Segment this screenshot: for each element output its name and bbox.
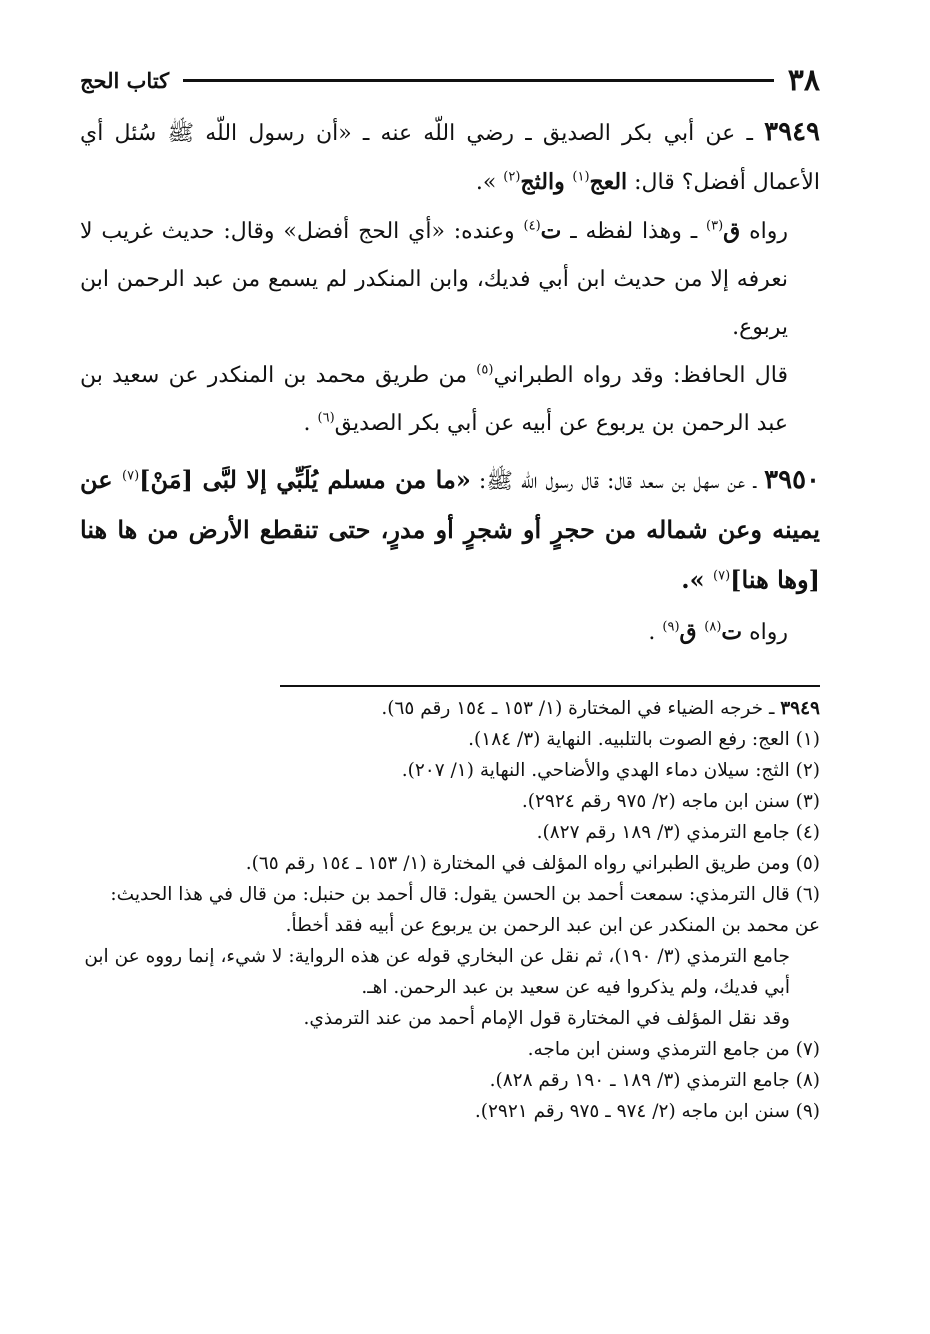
- footnote-6: (٦) قال الترمذي: سمعت أحمد بن الحسن يقول: قال أحمد بن حنبل: من قال في هذا الحديث: عن محمد بن المنكدر عن ابن عبد الرحمن بن يربوع عن أبيه فقد أخطأ.: [110, 884, 820, 936]
- hadith-3949: [80, 108, 820, 207]
- source-q: ق: [723, 218, 741, 244]
- footnote-4: (٤) جامع الترمذي (٣/ ١٨٩ رقم ٨٢٧).: [536, 822, 820, 843]
- footnote-ref: (٤): [523, 218, 541, 234]
- footnote-ref: (٦): [317, 410, 335, 426]
- takhrij-text: رواه: [742, 620, 788, 645]
- footnote-ref: (٨): [704, 619, 722, 635]
- hadith-matn: عن يمينه وعن شماله من حجرٍ أو شجرٍ أو مدرٍ، حتى تنقطع الأرض من ها هنا [وها هنا]: [80, 465, 820, 594]
- footnote-ref: (٧): [122, 468, 140, 484]
- takhrij-text: .: [648, 620, 663, 645]
- footnote-ref: (٣): [706, 218, 724, 234]
- footnote-ref: (٢): [503, 169, 521, 185]
- header-rule: [183, 79, 774, 82]
- footnote-2: (٢) الثج: سيلان دماء الهدي والأضاحي. النهاية (١/ ٢٠٧).: [401, 760, 820, 781]
- hadith-number: ٣٩٥٠: [764, 465, 820, 495]
- takhrij-text: وعنده: «أي الحج أفضل» وقال: حديث غريب لا نعرفه إلا من حديث ابن أبي فديك، وابن المنكدر لم يسمع من عبد الرحمن ابن يربوع.: [80, 219, 788, 340]
- footnote-ref: (٧): [713, 568, 731, 584]
- term-thajj: والثج: [520, 169, 573, 195]
- footnote-ref: (٥): [476, 362, 494, 378]
- hadith-text: ـ عن أبي بكر الصديق ـ رضي اللّه عنه ـ «أن رسول اللّه ﷺ سُئل أي الأعمال أفضل؟ قال:: [80, 121, 820, 195]
- footnote-6-continued: جامع الترمذي (٣/ ١٩٠)، ثم نقل عن البخاري قوله عن هذه الرواية: لا شيء، إنما رووه عن ابن أبي فديك، ولم يذكروا فيه عن سعيد بن عبد الرحمن. اهـ.: [84, 946, 790, 998]
- hafiz-text: .: [303, 411, 318, 436]
- footnote-ref: (١): [572, 169, 590, 185]
- takhrij-text: رواه: [740, 219, 788, 244]
- hadith-number: ٣٩٤٩: [764, 117, 820, 147]
- hadith-intro: ـ عن سهل بن سعد قال: قال رسول اللّه ﷺ:: [470, 469, 765, 494]
- footnote-text: ـ خرجه الضياء في المختارة (١/ ١٥٣ ـ ١٥٤ رقم ٦٥).: [381, 698, 781, 719]
- footnote-9: (٩) سنن ابن ماجه (٢/ ٩٧٤ ـ ٩٧٥ رقم ٢٩٢١).: [474, 1101, 820, 1122]
- hafiz-text: من طريق محمد بن المنكدر عن سعيد بن عبد الرحمن بن يربوع عن أبيه عن أبي بكر الصديق: [80, 363, 788, 436]
- hadith-matn: ».: [681, 565, 714, 594]
- hafiz-note: [80, 352, 820, 448]
- source-q: ق: [679, 619, 705, 645]
- footnote-3: (٣) سنن ابن ماجه (٢/ ٩٧٥ رقم ٢٩٢٤).: [521, 791, 820, 812]
- footnote-8: (٨) جامع الترمذي (٣/ ١٨٩ ـ ١٩٠ رقم ٨٢٨).: [489, 1070, 820, 1091]
- footnote-ref: (٩): [662, 619, 680, 635]
- footnote-1: (١) العج: رفع الصوت بالتلبيه. النهاية (٣/ ١٨٤).: [468, 729, 820, 750]
- takhrij-text: ـ وهذا لفظه ـ: [561, 219, 707, 244]
- hadith-close: ».: [475, 170, 504, 195]
- takhrij-3949: [80, 207, 820, 352]
- source-t: ت: [540, 218, 562, 244]
- book-title: كتاب الحج: [80, 67, 170, 93]
- footnote-7: (٧) من جامع الترمذي وسنن ابن ماجه.: [527, 1039, 820, 1060]
- takhrij-3950: [80, 608, 820, 657]
- source-t: ت: [721, 619, 743, 645]
- footnote-5: (٥) ومن طريق الطبراني رواه المؤلف في المختارة (١/ ١٥٣ ـ ١٥٤ رقم ٦٥).: [245, 853, 820, 874]
- footnote-3949: [80, 693, 820, 724]
- footnote-separator: [280, 685, 820, 687]
- page-number: ٣٨: [787, 62, 820, 98]
- running-header: [80, 60, 820, 100]
- term-ajj: العج: [589, 169, 628, 195]
- hafiz-text: قال الحافظ: وقد رواه الطبراني: [493, 363, 788, 388]
- footnote-6-note: وقد نقل المؤلف في المختارة قول الإمام أحمد من عند الترمذي.: [303, 1008, 790, 1029]
- hadith-3950: [80, 456, 820, 606]
- page: [80, 60, 820, 1127]
- hadith-matn: «ما من مسلم يُلَبِّي إلا لبَّى [مَنْ]: [139, 465, 471, 494]
- footnote-hadith-number: ٣٩٤٩: [780, 698, 820, 719]
- footnotes: [80, 693, 820, 1127]
